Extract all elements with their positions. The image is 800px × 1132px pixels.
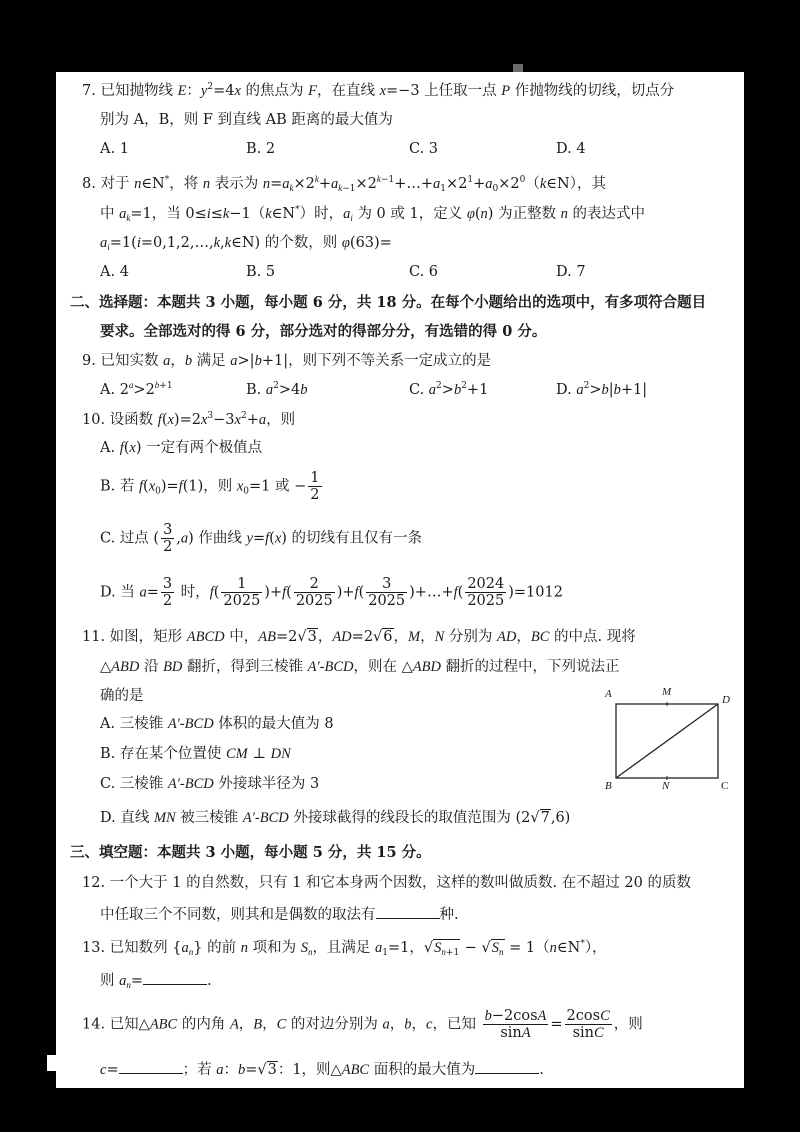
q10-option-d: D. 当 a= $\frac{3}{2}$ 时，f( $\frac{1}{2025}$ )+f( $\frac{2}{2025}$ )+f( $\frac{3}{2025}$ )+…+f( $\frac{2024}{2025}$ )=1012 bbox=[100, 576, 563, 609]
q7-option-a: A. 1 bbox=[100, 141, 129, 157]
q11-line3: 确的是 bbox=[100, 688, 144, 704]
q11-line2: △ABD 沿 BD 翻折，得到三棱锥 A′-BCD，则在 △ABD 翻折的过程中，下列说法正 bbox=[100, 659, 620, 675]
exam-page bbox=[56, 72, 744, 1088]
q12-text: 中任取三个不同数，则其和是偶数的取法有 bbox=[100, 907, 376, 923]
q11-option-d: D. 直线 MN 被三棱锥 A′-BCD 外接球截得的线段长的取值范围为 (2√7,6) bbox=[100, 810, 571, 826]
q10-option-b: B. 若 $f(x_0)=f(1)$，则 $x_0=1$ 或 − $\frac{1}{2}$ bbox=[100, 470, 320, 503]
rectangle-abcd-figure bbox=[588, 676, 728, 794]
q14-line1: 14. 已知△ABC 的内角 A，B，C 的对边分别为 a，b，c，已知 $\frac{b-2\cos A}{\sin A}$ = $\frac{2\cos C}{\sin C}$ ，则 bbox=[82, 1008, 643, 1041]
q8-option-b: B. 5 bbox=[246, 264, 276, 280]
q10-option-c: C. 过点 ( $\frac{3}{2}$ ,a) 作曲线 y=f(x) 的切线有且仅有一条 bbox=[100, 522, 423, 555]
label-a: A bbox=[605, 688, 612, 700]
q13-answer-blank[interactable] bbox=[143, 970, 207, 985]
q9-stem: 9. 已知实数 a，b 满足 a>|b+1|，则下列不等关系一定成立的是 bbox=[82, 353, 492, 369]
label-c: C bbox=[721, 780, 729, 792]
q8-option-c: C. 6 bbox=[409, 264, 439, 280]
q12-suffix: 种. bbox=[439, 907, 459, 923]
q7-line2: 别为 A，B，则 F 到直线 AB 距离的最大值为 bbox=[100, 112, 393, 128]
q14-suffix: . bbox=[539, 1062, 544, 1078]
q14-line2: c= ；若 a：b=√3：1，则△ABC 面积的最大值为 . bbox=[100, 1059, 544, 1079]
label-d: D bbox=[722, 694, 730, 706]
section2-heading-line2: 要求。全部选对的得 6 分，部分选对的得部分分，有选错的得 0 分。 bbox=[100, 323, 547, 340]
q11-option-c: C. 三棱锥 A′-BCD 外接球半径为 3 bbox=[100, 776, 320, 792]
q7-option-d: D. 4 bbox=[556, 141, 586, 157]
q8-option-d: D. 7 bbox=[556, 264, 586, 280]
q7-option-b: B. 2 bbox=[246, 141, 276, 157]
q13-line2: 则 $a_n=$ . bbox=[100, 970, 212, 990]
q14-answer-blank-2[interactable] bbox=[475, 1059, 539, 1074]
q13-line1: 13. 已知数列 $\{a_n\}$ 的前 n 项和为 $S_n$，且满足 $a_1=1$，$√S_{n+1} - √S_n$ = 1（n∈N*）， bbox=[82, 939, 607, 958]
q10-stem: 10. 设函数 $f(x)=2x^3-3x^2+a$，则 bbox=[82, 411, 296, 428]
q8-line1: 8. 对于 n∈N*，将 n 表示为 $n=a_k\times 2^k+a_{k-1}\times 2^{k-1}+\dots+a_1\times 2^1+a_0\times 2^0(k\in N)$，其 bbox=[82, 174, 606, 194]
q12-answer-blank[interactable] bbox=[376, 904, 440, 919]
label-m: M bbox=[662, 686, 672, 698]
q9-option-c: C. $a^2>b^2+1$ bbox=[409, 381, 489, 398]
q7-option-c: C. 3 bbox=[409, 141, 439, 157]
q9-option-b: B. $a^2>4b$ bbox=[246, 381, 308, 398]
q13-suffix: . bbox=[207, 973, 212, 989]
q7-line1: 7. 已知抛物线 E：$y^2=4x$ 的焦点为 F，在直线 x=−3 上任取一点 P 作抛物线的切线，切点分 bbox=[82, 82, 675, 99]
q8-line3: $a_i=1(i=0,1,2,\dots,k,k\in N)$ 的个数，则 φ(63)= bbox=[100, 235, 392, 252]
q8-option-a: A. 4 bbox=[100, 264, 129, 280]
scan-marker bbox=[513, 64, 523, 72]
section3-heading: 三、填空题：本题共 3 小题，每小题 5 分，共 15 分。 bbox=[70, 844, 431, 861]
q9-option-a: A. $2^a>2^{b+1}$ bbox=[100, 380, 173, 398]
q12-line1: 12. 一个大于 1 的自然数，只有 1 和它本身两个因数，这样的数叫做质数. 在不超过 20 的质数 bbox=[82, 875, 691, 891]
q14-answer-blank-1[interactable] bbox=[119, 1059, 183, 1074]
section2-heading-line1: 二、选择题：本题共 3 小题，每小题 6 分，共 18 分。在每个小题给出的选项中，有多项符合题目 bbox=[70, 294, 707, 311]
q11-line1: 11. 如图，矩形 ABCD 中，AB=2√3，AD=2√6，M，N 分别为 AD，BC 的中点. 现将 bbox=[82, 629, 636, 645]
q8-line2: 中 $a_k=1$，当 0≤i≤k−1（k∈N*）时，$a_i$ 为 0 或 1，定义 φ(n) 为正整数 n 的表达式中 bbox=[100, 205, 646, 223]
label-b: B bbox=[605, 780, 612, 792]
q10-option-a: A. f(x) 一定有两个极值点 bbox=[100, 440, 263, 456]
q12-line2 bbox=[100, 904, 459, 924]
label-n: N bbox=[662, 780, 670, 792]
q9-option-d: D. $a^2>b|b+1|$ bbox=[556, 381, 648, 398]
q11-option-b: B. 存在某个位置使 CM ⊥ DN bbox=[100, 746, 291, 762]
q11-option-a: A. 三棱锥 A′-BCD 体积的最大值为 8 bbox=[100, 716, 334, 732]
